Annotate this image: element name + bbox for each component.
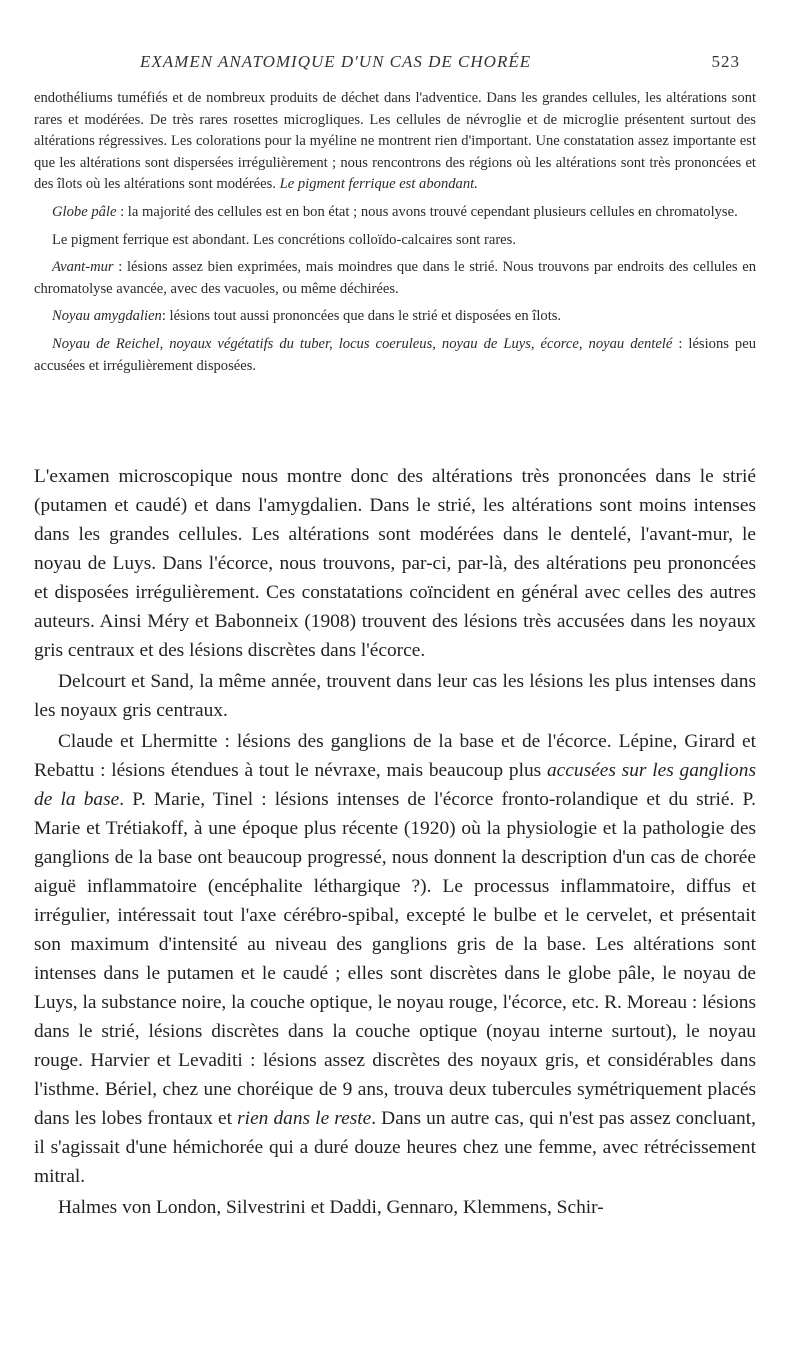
notes-block	[34, 88, 756, 383]
note-paragraph: Noyau de Reichel, noyaux végétatifs du tuber, locus coeruleus, noyau de Luys, écorce, noyau dentelé : lésions peu accusées et irrégulièrement disposées.	[34, 335, 756, 374]
body-paragraph: Delcourt et Sand, la même année, trouvent dans leur cas les lésions les plus intenses dans les noyaux gris centraux.	[34, 671, 756, 721]
body-text	[34, 462, 756, 1224]
page-number: 523	[711, 52, 740, 71]
note-paragraph: endothéliums tuméfiés et de nombreux produits de déchet dans l'adventice. Dans les grandes cellules, les altérations sont rares et modérées. De très rares rosettes microgliques. Les cellules de névroglie et de microglie présentent surtout des altérations régressives. Les colorations pour la myéline ne montrent rien d'important. Une constatation assez importante est que les altérations sont dispersées irrégulièrement ; nous rencontrons des régions où les altérations sont très prononcées et des îlots où les altérations sont modérées. Le pigment ferrique est abondant.	[34, 90, 756, 193]
note-paragraph: Globe pâle : la majorité des cellules est en bon état ; nous avons trouvé cependant plusieurs cellules en chromatolyse.	[52, 203, 738, 220]
note-paragraph: Noyau amygdalien: lésions tout aussi prononcées que dans le strié et disposées en îlots.	[52, 308, 562, 325]
note-paragraph: Avant-mur : lésions assez bien exprimées, mais moindres que dans le strié. Nous trouvons par endroits des cellules en chromatolyse avancée, avec des vacuoles, ou même déchirées.	[34, 259, 756, 297]
body-paragraph: L'examen microscopique nous montre donc des altérations très prononcées dans le strié (putamen et caudé) et dans l'amygdalien. Dans le strié, les altérations sont moins intenses dans les grandes cellules. Les altérations sont modérées dans le dentelé, l'avant-mur, le noyau de Luys. Dans l'écorce, nous trouvons, par-ci, par-là, des altérations peu prononcées et disposées irrégulièrement. Ces constatations coïncident en général avec celles des autres auteurs. Ainsi Méry et Babonneix (1908) trouvent des lésions très accusées dans les noyaux gris centraux et des lésions discrètes dans l'écorce.	[34, 466, 756, 661]
body-paragraph: Claude et Lhermitte : lésions des ganglions de la base et de l'écorce. Lépine, Girard et Rebattu : lésions étendues à tout le névraxe, mais beaucoup plus accusées sur les ganglions de la base. P. Marie, Tinel : lésions intenses de l'écorce fronto-rolandique et du strié. P. Marie et Trétiakoff, à une époque plus récente (1920) où la physiologie et la pathologie des ganglions de la base ont beaucoup progressé, nous donnent la description d'un cas de chorée aiguë inflammatoire (encéphalite léthargique ?). Le processus inflammatoire, diffus et irrégulier, intéressait tout l'axe cérébro-spibal, excepté le bulbe et le cervelet, et présentait son maximum d'intensité au niveau des ganglions gris de la base. Les altérations sont intenses dans le putamen et le caudé ; elles sont discrètes dans le globe pâle, le noyau de Luys, la substance noire, la couche optique, le noyau rouge, l'écorce, etc. R. Moreau : lésions dans le strié, lésions discrètes dans la couche optique (noyau interne surtout), le noyau rouge. Harvier et Levaditi : lésions assez discrètes des noyaux gris, et considérables dans l'isthme. Bériel, chez une choréique de 9 ans, trouva deux tubercules symétriquement placés dans les lobes frontaux et rien dans le reste. Dans un autre cas, qui n'est pas assez concluant, il s'agissait d'une hémichorée qui a duré douze heures chez une femme, avec rétrécissement mitral.	[34, 731, 757, 1187]
body-paragraph: Halmes von London, Silvestrini et Daddi, Gennaro, Klemmens, Schir-	[58, 1197, 604, 1218]
note-paragraph: Le pigment ferrique est abondant. Les concrétions colloïdo-calcaires sont rares.	[52, 231, 516, 248]
running-title: EXAMEN ANATOMIQUE D'UN CAS DE CHORÉE	[140, 52, 532, 71]
running-head	[140, 52, 740, 72]
